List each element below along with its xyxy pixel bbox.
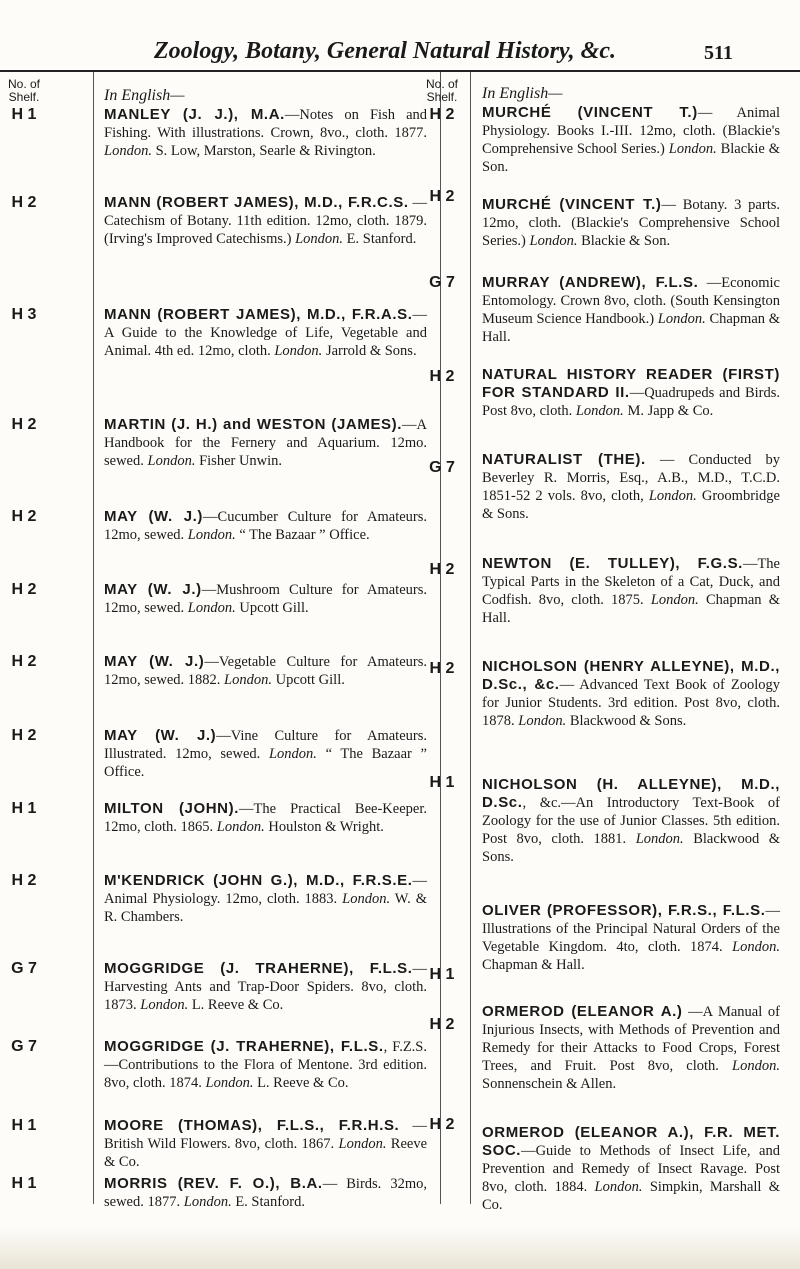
- shelf-mark: H 1: [429, 966, 455, 983]
- page-header: [0, 0, 800, 64]
- catalogue-entry: ORMEROD (ELEANOR A.) —A Manual of Injurious Insects, with Methods of Prevention and Remedy for their Attacks to Food Crops, Forest Trees, and Fruit. Post 8vo, cloth. London. Sonnenschein & Allen.: [482, 1003, 780, 1092]
- catalogue-entry: NEWTON (E. TULLEY), F.G.S.—The Typical Parts in the Skeleton of a Cat, Duck, and Codfish. 8vo, cloth. 1875. London. Chapman & Hall.: [482, 555, 781, 626]
- center-rule: [440, 72, 441, 1204]
- catalogue-entry: MILTON (JOHN).—The Practical Bee-Keeper. 12mo, cloth. 1865. London. Houlston & Wright.: [104, 800, 427, 835]
- catalogue-entry: MURCHÉ (VINCENT T.)— Botany. 3 parts. 12mo, cloth. (Blackie's Comprehensive School Series.) London. Blackie & Son.: [482, 196, 780, 249]
- shelf-header-left: No. of Shelf.: [7, 77, 40, 104]
- shelf-mark: H 1: [11, 800, 37, 817]
- shelf-mark: G 7: [11, 960, 37, 977]
- shelf-mark: H 2: [429, 561, 455, 578]
- shelf-mark: H 2: [11, 508, 37, 525]
- shelf-mark: H 2: [11, 653, 37, 670]
- running-title: Zoology, Botany, General Natural History, &c.: [154, 38, 616, 64]
- catalogue-entry: MANN (ROBERT JAMES), M.D., F.R.C.S. — Catechism of Botany. 11th edition. 12mo, cloth. 1879. (Irving's Improved Catechisms.) London. E. Stanford.: [104, 194, 427, 247]
- catalogue-entry: MOGGRIDGE (J. TRAHERNE), F.L.S., F.Z.S.—Contributions to the Flora of Mentone. 3rd edition. 8vo, cloth. 1874. London. L. Reeve & Co.: [104, 1038, 428, 1091]
- shelf-mark: H 1: [11, 1175, 37, 1192]
- catalogue-entry: NATURALIST (THE). — Conducted by Beverley R. Morris, Esq., A.B., M.D., T.C.D. 1851-52 2 vols. 8vo, cloth, London. Groombridge & Sons.: [482, 451, 780, 522]
- page-number: 511: [704, 42, 733, 64]
- shelf-header-right: No. of Shelf.: [425, 77, 458, 104]
- shelf-mark: H 2: [429, 1016, 455, 1033]
- page-bottom-edge: [0, 1228, 800, 1269]
- catalogue-entry: MAY (W. J.)—Vegetable Culture for Amateurs. 12mo, sewed. 1882. London. Upcott Gill.: [104, 653, 427, 688]
- catalogue-entry: NICHOLSON (HENRY ALLEYNE), M.D., D.Sc., &c.— Advanced Text Book of Zoology for Junior Students. 3rd edition. Post 8vo, cloth. 1878. London. Blackwood & Sons.: [482, 658, 780, 729]
- shelf-mark: H 2: [429, 660, 455, 677]
- shelf-mark: H 2: [11, 416, 37, 433]
- catalogue-entry: MURCHÉ (VINCENT T.)— Animal Physiology. Books I.-III. 12mo, cloth. (Blackie's Comprehensive School Series.) London. Blackie & Son.: [482, 104, 781, 175]
- shelf-mark: H 1: [11, 1117, 37, 1134]
- catalogue-entry: MAY (W. J.)—Mushroom Culture for Amateurs. 12mo, sewed. London. Upcott Gill.: [104, 581, 427, 616]
- catalogue-entry: MARTIN (J. H.) and WESTON (JAMES).—A Handbook for the Fernery and Aquarium. 12mo. sewed. London. Fisher Unwin.: [104, 416, 427, 469]
- catalogue-entry: NICHOLSON (H. ALLEYNE), M.D., D.Sc., &c.—An Introductory Text-Book of Zoology for the use of Junior Classes. 5th edition. Post 8vo, cloth. 1881. London. Blackwood & Sons.: [482, 776, 781, 865]
- catalogue-entry: NATURAL HISTORY READER (FIRST) FOR STANDARD II.—Quadrupeds and Birds. Post 8vo, cloth. London. M. Japp & Co.: [482, 366, 781, 419]
- shelf-mark: G 7: [429, 459, 455, 476]
- shelf-mark: H 2: [429, 188, 455, 205]
- shelf-mark: H 2: [11, 872, 37, 889]
- shelf-mark: G 7: [429, 274, 455, 291]
- catalogue-entry: M'KENDRICK (JOHN G.), M.D., F.R.S.E.—Animal Physiology. 12mo, cloth. 1883. London. W. & R. Chambers.: [104, 872, 428, 925]
- right-language-label: In English—: [482, 85, 563, 102]
- right-shelf-rule: [470, 72, 471, 1204]
- header-rule: [0, 70, 800, 72]
- shelf-mark: H 2: [429, 368, 455, 385]
- catalogue-entry: OLIVER (PROFESSOR), F.R.S., F.L.S.—Illustrations of the Principal Natural Orders of the Vegetable Kingdom. 4to, cloth. 1874. London. Chapman & Hall.: [482, 902, 781, 973]
- shelf-mark: H 1: [11, 106, 37, 123]
- catalogue-entry: MOORE (THOMAS), F.L.S., F.R.H.S. — British Wild Flowers. 8vo, cloth. 1867. London. Reeve & Co.: [104, 1117, 428, 1170]
- shelf-mark: H 1: [429, 774, 455, 791]
- shelf-mark: H 2: [11, 581, 37, 598]
- shelf-mark: H 3: [11, 306, 37, 323]
- catalogue-entry: MURRAY (ANDREW), F.L.S. —Economic Entomology. Crown 8vo, cloth. (South Kensington Museum Science Handbook.) London. Chapman & Hall.: [482, 274, 781, 345]
- left-shelf-rule: [93, 72, 94, 1204]
- catalogue-entry: ORMEROD (ELEANOR A.), F.R. MET. SOC.—Guide to Methods of Insect Life, and Prevention and Remedy of Insect Ravage. Post 8vo, cloth. 1884. London. Simpkin, Marshall & Co.: [482, 1124, 781, 1213]
- catalogue-entry: MOGGRIDGE (J. TRAHERNE), F.L.S.—Harvesting Ants and Trap-Door Spiders. 8vo, cloth. 1873. London. L. Reeve & Co.: [104, 960, 427, 1013]
- shelf-mark: H 2: [429, 106, 455, 123]
- catalogue-entry: MAY (W. J.)—Cucumber Culture for Amateurs. 12mo, sewed. London. “ The Bazaar ” Office.: [104, 508, 428, 543]
- catalogue-entry: MAY (W. J.)—Vine Culture for Amateurs. Illustrated. 12mo, sewed. London. “ The Bazaar ” Office.: [104, 727, 427, 780]
- left-language-label: In English—: [104, 87, 185, 104]
- catalogue-entry: MANLEY (J. J.), M.A.—Notes on Fish and Fishing. With illustrations. Crown, 8vo., cloth. 1877. London. S. Low, Marston, Searle & Rivington.: [104, 106, 428, 159]
- shelf-mark: H 2: [11, 194, 37, 211]
- shelf-mark: H 2: [11, 727, 37, 744]
- shelf-mark: H 2: [429, 1116, 455, 1133]
- shelf-mark: G 7: [11, 1038, 37, 1055]
- catalogue-entry: MORRIS (REV. F. O.), B.A.— Birds. 32mo, sewed. 1877. London. E. Stanford.: [104, 1175, 427, 1210]
- catalogue-entry: MANN (ROBERT JAMES), M.D., F.R.A.S.—A Guide to the Knowledge of Life, Vegetable and Animal. 4th ed. 12mo, cloth. London. Jarrold & Sons.: [104, 306, 427, 359]
